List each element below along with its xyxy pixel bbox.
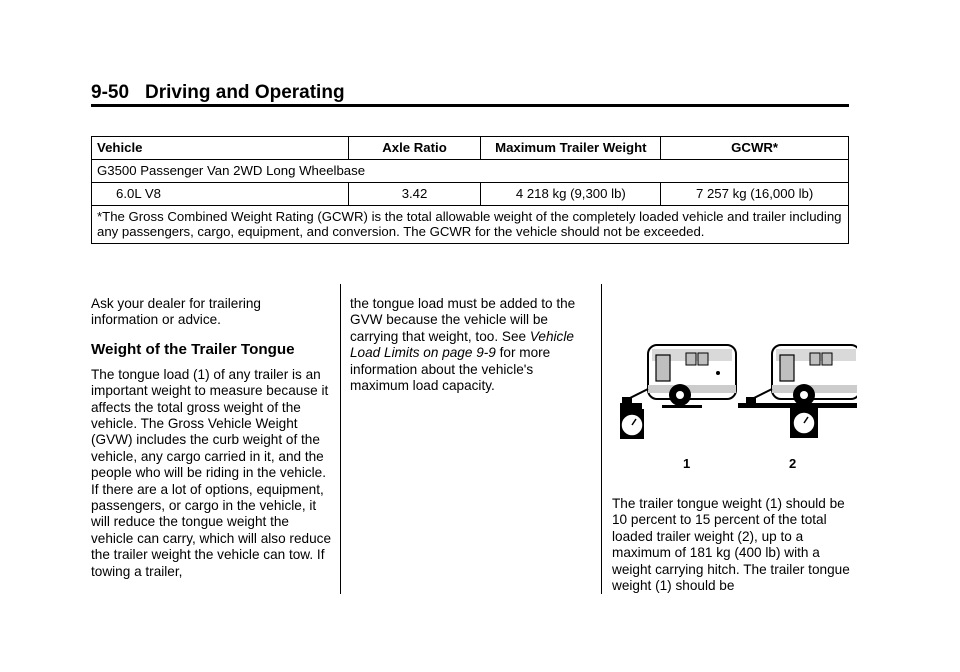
column-divider: [340, 284, 341, 594]
text-column-1: [91, 296, 331, 580]
table-header-row: [92, 137, 849, 160]
trailer-scales-svg: [612, 333, 857, 483]
trailer-figure-2: [738, 345, 857, 438]
paragraph: [350, 296, 590, 394]
paragraph: The trailer tongue weight (1) should be 10 percent to 15 percent of the total loaded trailer weight (2), up to a maximum of 181 kg (400 lb) with a weight carrying hitch. The trailer tongue weight (1) should be: [612, 496, 850, 594]
col-header-vehicle: Vehicle: [92, 137, 349, 160]
col-header-max-trailer-weight: Maximum Trailer Weight: [481, 137, 661, 160]
table-row: [92, 183, 849, 206]
cell-gcwr: 7 257 kg (16,000 lb): [661, 183, 849, 206]
paragraph-text: for more information about the vehicle's maximum load capacity.: [350, 345, 551, 394]
tongue-weight-illustration: [612, 333, 857, 483]
paragraph: If there are a lot of options, equipment, passengers, or cargo in the vehicle, it will reduce the tongue weight the vehicle can carry, which will also reduce the trailer weight the vehicle can tow. If towing a trailer,: [91, 481, 332, 579]
col-header-axle-ratio: Axle Ratio: [348, 137, 481, 160]
figure-label-2: 2: [789, 456, 797, 471]
intro-paragraph: Ask your dealer for trailering information or advice.: [91, 296, 261, 328]
section-heading: Weight of the Trailer Tongue: [91, 340, 295, 358]
trailer-figure-1: [620, 345, 736, 439]
cell-engine: 6.0L V8: [92, 183, 349, 206]
group-label: G3500 Passenger Van 2WD Long Wheelbase: [92, 160, 849, 183]
col-header-gcwr: GCWR*: [661, 137, 849, 160]
section-title: Driving and Operating: [145, 82, 345, 103]
page-header: [91, 82, 849, 104]
header-rule: [91, 104, 849, 107]
table-footnote-row: [92, 206, 849, 244]
trailer-spec-table: [91, 136, 849, 244]
figure-label-1: 1: [683, 456, 691, 471]
table-footnote: *The Gross Combined Weight Rating (GCWR) is the total allowable weight of the completely loaded vehicle and trailer including any passengers, cargo, equipment, and conversion. The GCWR for the vehicle should not be exceeded.: [92, 206, 849, 244]
table-group-row: [92, 160, 849, 183]
cell-axle-ratio: 3.42: [348, 183, 481, 206]
paragraph: The tongue load (1) of any trailer is an important weight to measure because it affects the total gross weight of the vehicle. The Gross Vehicle Weight (GVW) includes the curb weight of the vehicle, any cargo carried in it, and the people who will be riding in the vehicle.: [91, 366, 329, 481]
cell-max-trailer-weight: 4 218 kg (9,300 lb): [481, 183, 661, 206]
cross-reference-link[interactable]: Vehicle Load Limits on page 9-9: [350, 328, 574, 361]
paragraph-text: the tongue load must be added to the GVW because the vehicle will be carrying that weight, too. See: [350, 296, 576, 344]
column-divider: [601, 284, 602, 594]
page-number: 9-50: [91, 82, 130, 103]
text-column-2: [350, 296, 590, 394]
